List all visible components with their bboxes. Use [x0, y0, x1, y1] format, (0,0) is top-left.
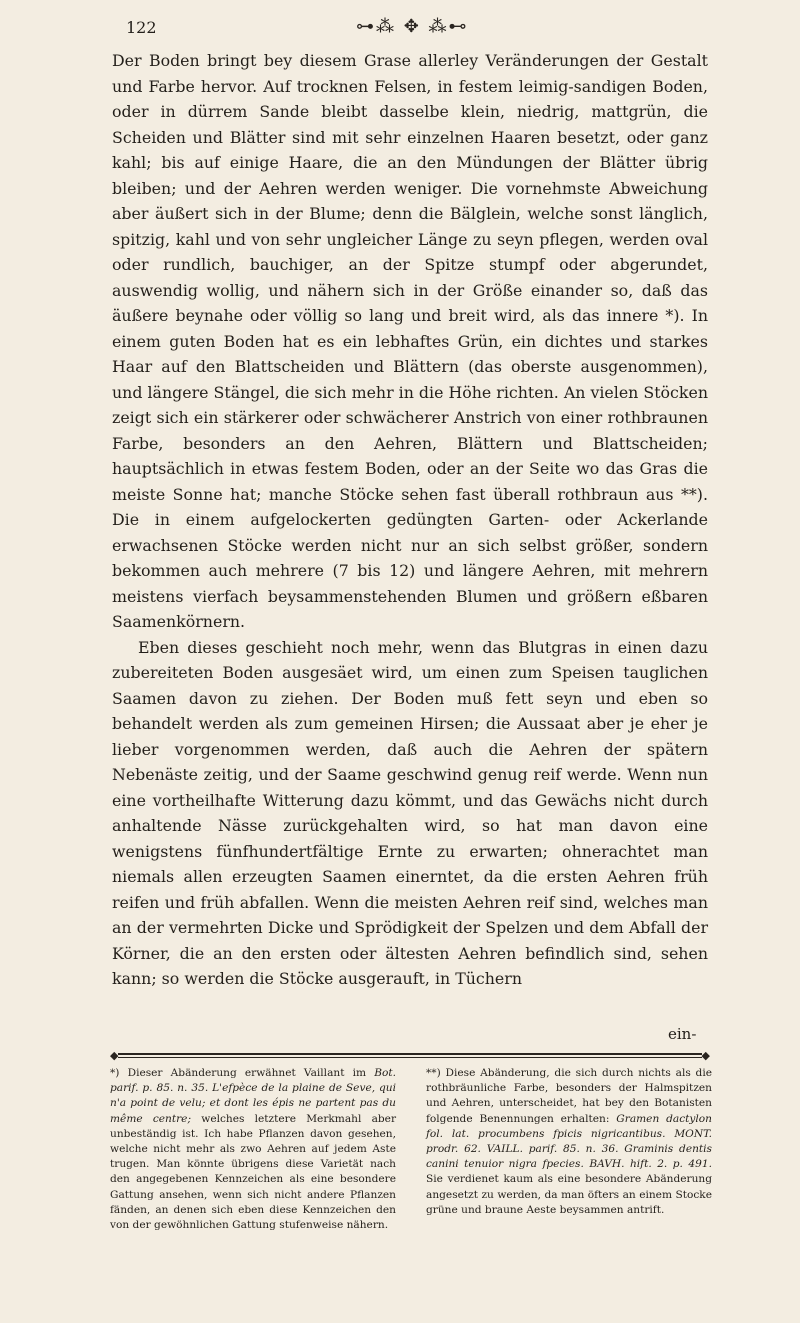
header-ornament: ⊶⁂ ✥ ⁂⊷ [356, 16, 469, 37]
divider-left-ornament: ◆ [110, 1048, 119, 1062]
footnote-2-mark: **) [426, 1067, 441, 1079]
catchword: ein- [668, 1025, 697, 1043]
footnote-2 [426, 1066, 712, 1233]
divider-bar [118, 1053, 701, 1058]
footnote-divider [110, 1050, 710, 1060]
footnote-2-rest: Sie verdienet kaum als eine besondere Abänderung angesetzt zu werden, da man öfters an einem Stocke grüne und braune Aeste beysammen antrift. [426, 1173, 712, 1216]
footnote-1-latin: Bot. parif. p. 85. n. 35. L'efpèce de la plaine de Seve, qui n'a point de velu; et dont les épis ne partent pas du même centre; [110, 1067, 396, 1125]
footnote-1-mark: *) [110, 1067, 120, 1079]
footnote-1 [110, 1066, 396, 1233]
footnote-2-latin: Gramen dactylon fol. lat. procumbens fpicis nigricantibus. MONT. prodr. 62. VAILL. parif. 85. n. 36. Graminis dentis canini tenuior nigra fpecies. BAVH. hift. 2. p. 491. [426, 1112, 712, 1171]
divider-right-ornament: ◆ [701, 1048, 710, 1062]
paragraph-2: Eben dieses geschieht noch mehr, wenn das Blutgras in einen dazu zubereiteten Boden ausgesäet wird, um einen zum Speisen tauglichen Saamen davon zu ziehen. Der Boden muß fett seyn und eben so behandelt werden als zum gemeinen Hirsen; die Aussaat aber je eher je lieber vorgenommen werden, daß auch die Aehren der spätern Nebenäste zeitig, und der Saame geschwind genug reif werde. Wenn nun eine vortheilhafte Witterung dazu kömmt, und das Gewächs nicht durch anhaltende Nässe zurückgehalten wird, so hat man davon eine wenigstens fünfhundertfältige Ernte zu erwarten; ohnerachtet man niemals allen erzeugten Saamen einerntet, da die ersten Aehren früh reifen und früh abfallen. Wenn die meisten Aehren reif sind, welches man an der vermehrten Dicke und Sprödigkeit der Spelzen und dem Abfall der Körner, die an den ersten oder ältesten Aehren befindlich sind, sehen kann; so werden die Stöcke ausgerauft, in Tüchern [112, 637, 708, 988]
page-number: 122 [126, 18, 157, 37]
footnote-1-rest: welches letztere Merkmahl aber unbeständig ist. Ich habe Pflanzen davon gesehen, welche nicht mehr als zwo Aehren auf jedem Aste trugen. Man könnte übrigens diese Varietät nach den angegebenen Kennzeichen als eine besondere Gattung ansehen, wenn sich nicht andere Pflanzen fänden, an denen sich eben diese Kennzeichen den von der gewöhnlichen Gattung stufenweise nähern. [110, 1112, 397, 1232]
paragraph-1: Der Boden bringt bey diesem Grase allerley Veränderungen der Gestalt und Farbe hervor. Auf trocknen Felsen, in festem leimig-sandigen Boden, oder in dürrem Sande bleibt dasselbe klein, niedrig, mattgrün, die Scheiden und Blätter sind mit sehr einzelnen Haaren besetzt, oder ganz kahl; bis auf einige Haare, die an den Mündungen der Blätter übrig bleiben; und der Aehren werden weniger. Die vornehmste Abweichung aber äußert sich in der Blume; denn die Bälglein, welche sonst länglich, spitzig, kahl und von sehr ungleicher Länge zu seyn pflegen, werden oval oder rundlich, bauchiger, an der Spitze stumpf oder abgerundet, auswendig wollig, und nähern sich in der Größe einander so, daß das äußere beynahe oder völlig so lang und breit wird, als das innere *). In einem guten Boden hat es ein lebhaftes Grün, ein dichtes und starkes Haar auf den Blattscheiden und Blättern (das oberste ausgenommen), und längere Stängel, die sich mehr in die Höhe richten. An vielen Stöcken zeigt sich ein stärkerer oder schwächerer Anstrich von einer rothbraunen Farbe, besonders an den Aehren, Blättern und Blattscheiden; hauptsächlich in etwas festem Boden, oder an der Seite wo das Gras die meiste Sonne hat; manche Stöcke sehen fast überall rothbraun aus **). Die in einem aufgelockerten gedüngten Garten- oder Ackerlande erwachsenen Stöcke werden nicht nur an sich selbst größer, sondern bekommen auch mehrere (7 bis 12) und längere Aehren, mit mehrern meistens vierfach beysammenstehenden Blumen und größern eßbaren Saamenkörnern. [112, 51, 708, 631]
footnotes [110, 1066, 712, 1233]
footnote-2-text: Diese Abänderung, die sich durch nichts als die rothbräunliche Farbe, besonders der Halmspitzen und Aehren, unterscheidet, hat bey den Botanisten folgende Benennungen erhalten: [426, 1067, 712, 1125]
page-header [96, 18, 696, 42]
footnote-1-text: Dieser Abänderung erwähnet Vaillant im [127, 1067, 367, 1079]
main-text [112, 48, 708, 992]
